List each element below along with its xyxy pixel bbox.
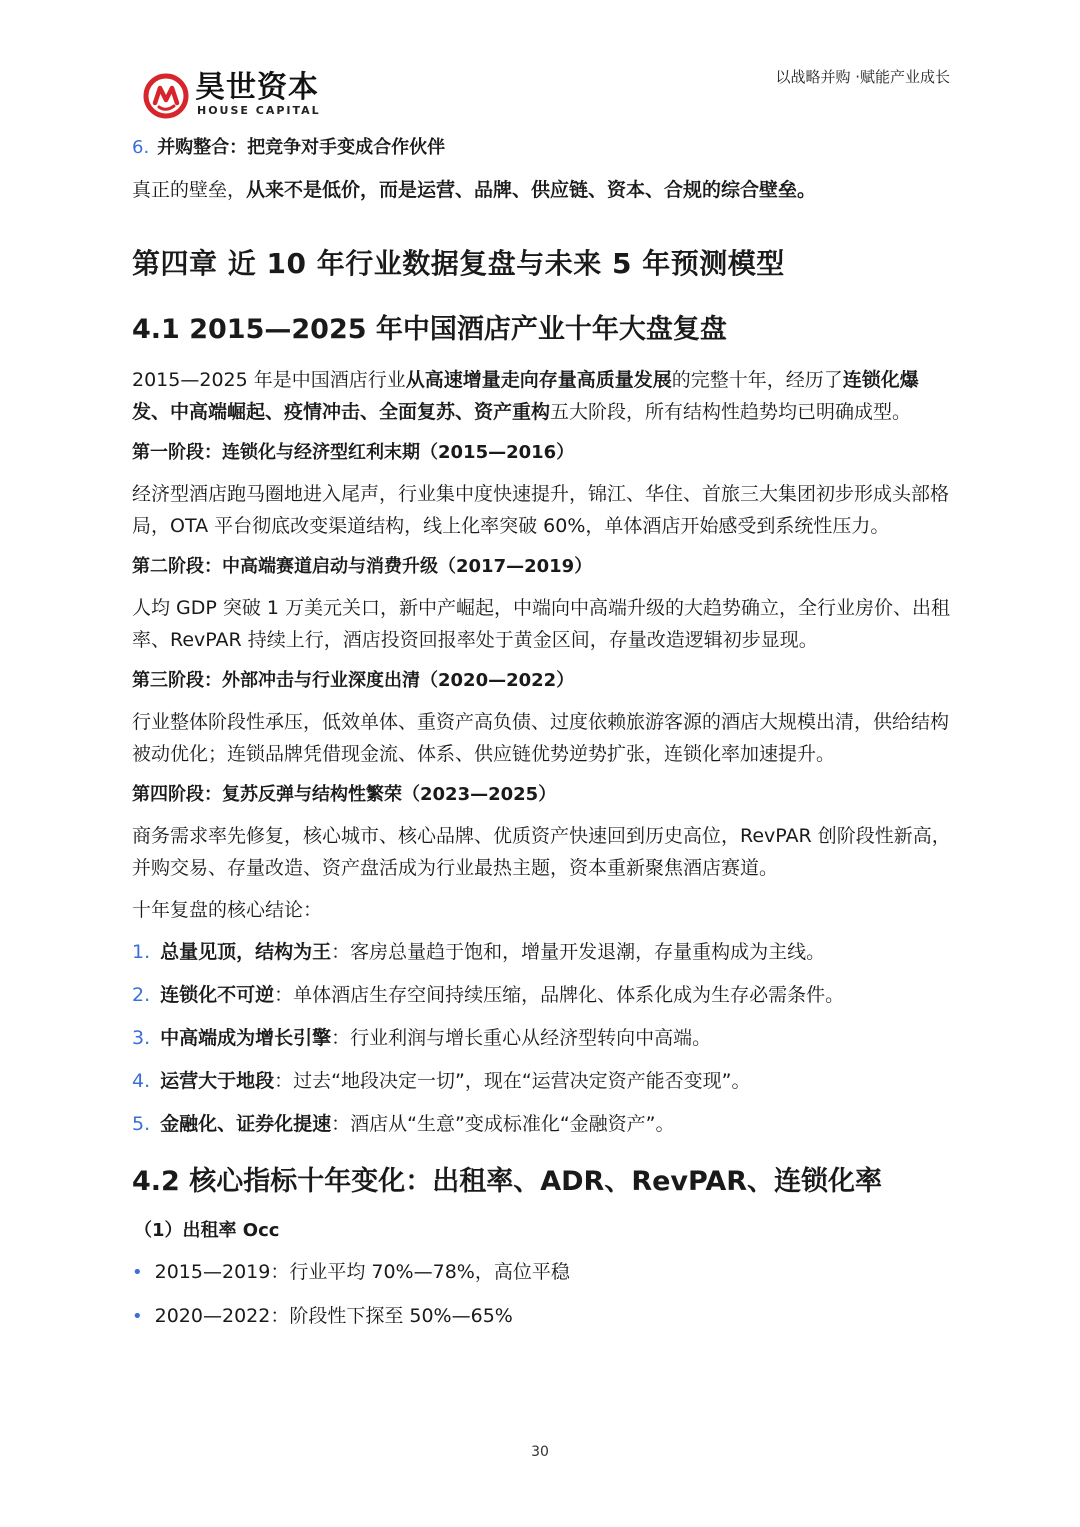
conclusion-bold: 运营大于地段 [160, 1070, 275, 1092]
conclusion-item [132, 1022, 952, 1054]
stage-2-title: 第二阶段：中高端赛道启动与消费升级（2017—2019） [132, 556, 593, 577]
stage-1-text: 经济型酒店跑马圈地进入尾声，行业集中度快速提升，锦江、华住、首旅三大集团初步形成头部格局，OTA 平台彻底改变渠道结构，线上化率突破 60%，单体酒店开始感受到系统性压力。 [132, 483, 950, 537]
section-4-2-title: 4.2 核心指标十年变化：出租率、ADR、RevPAR、连锁化率 [132, 1166, 883, 1197]
header-slogan: 以战略并购 ·赋能产业成长 [775, 68, 950, 86]
bullet-dot-icon: • [132, 1306, 143, 1327]
house-capital-logo-icon [143, 73, 189, 119]
stage-1-title: 第一阶段：连锁化与经济型红利末期（2015—2016） [132, 442, 575, 463]
page-number: 30 [531, 1444, 549, 1460]
intro-text-1: 2015—2025 年是中国酒店行业 [132, 369, 406, 391]
section-4-1-intro [132, 364, 952, 428]
conclusion-text: ：酒店从“生意”变成标准化“金融资产”。 [331, 1113, 675, 1135]
bullet-dot-icon: • [132, 1262, 143, 1283]
intro-text-2: 的完整十年，经历了 [671, 369, 843, 391]
logo-chinese-name: 昊世资本 [195, 70, 319, 105]
conclusion-item [132, 936, 952, 968]
merger-heading-number: 6. [132, 137, 150, 158]
conclusion-number: 5. [132, 1113, 151, 1135]
conclusion-text: ：过去“地段决定一切”，现在“运营决定资产能否变现”。 [274, 1070, 751, 1092]
conclusion-number: 4. [132, 1070, 151, 1092]
occupancy-subtitle: （1）出租率 Occ [134, 1220, 280, 1241]
bullet-item [132, 1256, 952, 1289]
intro-bold-2: 连锁化爆发、中高端崛起、疫情冲击、全面复苏、资产重构 [132, 369, 919, 423]
barrier-text: 真正的壁垒， [132, 179, 247, 201]
conclusion-item [132, 1108, 952, 1140]
conclusion-text: ：客房总量趋于饱和，增量开发退潮，存量重构成为主线。 [331, 941, 826, 963]
merger-heading [132, 132, 952, 164]
conclusion-number: 1. [132, 941, 151, 963]
conclusion-intro: 十年复盘的核心结论： [132, 899, 323, 921]
conclusion-bold: 金融化、证券化提速 [160, 1113, 332, 1135]
conclusion-item [132, 979, 952, 1011]
conclusion-number: 3. [132, 1027, 151, 1049]
intro-text-3: 五大阶段，所有结构性趋势均已明确成型。 [550, 401, 912, 423]
merger-heading-title: 并购整合：把竞争对手变成合作伙伴 [157, 137, 446, 158]
conclusion-text: ：行业利润与增长重心从经济型转向中高端。 [331, 1027, 712, 1049]
barrier-paragraph [132, 174, 952, 206]
company-logo [143, 70, 321, 121]
bullet-text: 2015—2019：行业平均 70%—78%，高位平稳 [154, 1261, 570, 1283]
conclusion-bold: 总量见顶，结构为王 [160, 941, 332, 963]
bullet-item [132, 1300, 952, 1333]
stage-4-title: 第四阶段：复苏反弹与结构性繁荣（2023—2025） [132, 784, 557, 805]
conclusion-number: 2. [132, 984, 151, 1006]
conclusion-bold: 连锁化不可逆 [160, 984, 275, 1006]
stage-2-text: 人均 GDP 突破 1 万美元关口，新中产崛起，中端向中高端升级的大趋势确立，全行业房价、出租率、RevPAR 持续上行，酒店投资回报率处于黄金区间，存量改造逻辑初步显现。 [132, 597, 951, 651]
intro-bold-1: 从高速增量走向存量高质量发展 [405, 369, 672, 391]
chapter-title: 第四章 近 10 年行业数据复盘与未来 5 年预测模型 [132, 247, 785, 280]
stage-4-text: 商务需求率先修复，核心城市、核心品牌、优质资产快速回到历史高位，RevPAR 创阶段性新高，并购交易、存量改造、资产盘活成为行业最热主题，资本重新聚焦酒店赛道。 [132, 825, 951, 879]
bullet-text: 2020—2022：阶段性下探至 50%—65% [154, 1305, 513, 1327]
page-header [0, 0, 1080, 130]
stage-3-title: 第三阶段：外部冲击与行业深度出清（2020—2022） [132, 670, 575, 691]
stage-3-text: 行业整体阶段性承压，低效单体、重资产高负债、过度依赖旅游客源的酒店大规模出清，供给结构被动优化；连锁品牌凭借现金流、体系、供应链优势逆势扩张，连锁化率加速提升。 [132, 711, 950, 765]
logo-english-name: HOUSE CAPITAL [197, 104, 321, 117]
barrier-text-bold: 从来不是低价，而是运营、品牌、供应链、资本、合规的综合壁垒。 [246, 179, 817, 201]
document-body [132, 126, 952, 1344]
conclusion-bold: 中高端成为增长引擎 [160, 1027, 332, 1049]
conclusion-item [132, 1065, 952, 1097]
conclusion-text: ：单体酒店生存空间持续压缩，品牌化、体系化成为生存必需条件。 [274, 984, 845, 1006]
section-4-1-title: 4.1 2015—2025 年中国酒店产业十年大盘复盘 [132, 314, 727, 345]
